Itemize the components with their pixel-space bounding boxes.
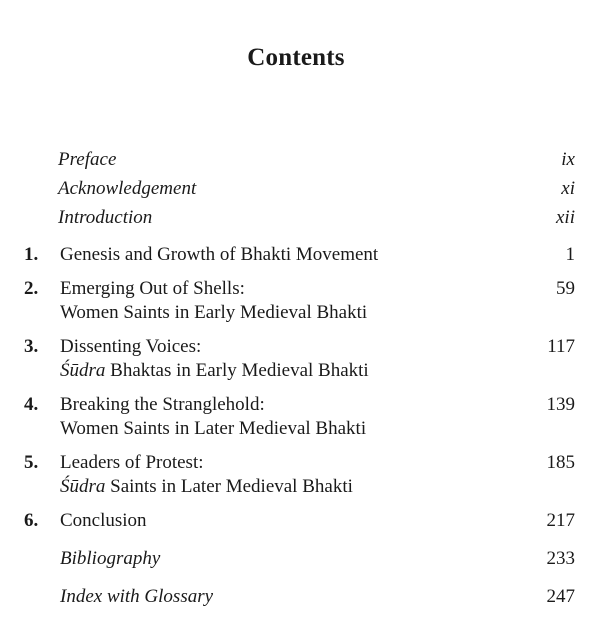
toc-entry-page: xii [556,207,575,228]
chapter-subtitle-rest: Saints in Later Medieval Bhakti [105,476,353,497]
chapter-page: 217 [546,510,575,531]
toc-entry-page: 247 [546,586,575,607]
chapter-subtitle [60,301,500,325]
chapter-subtitle-rest: Women Saints in Early Medieval Bhakti [60,302,368,323]
chapter-title: Emerging Out of Shells: [60,278,245,299]
chapter-number: 1. [24,244,39,265]
chapter-page: 139 [546,394,575,415]
chapter-title-block [60,451,500,499]
chapter-subtitle-lead: Śūdra [60,360,106,381]
chapter-title-block [60,393,500,441]
toc-entry-title: Acknowledgement [58,178,197,199]
page-title: Contents [247,44,345,71]
chapter-subtitle [60,475,500,499]
toc-entry-title: Bibliography [60,548,161,569]
chapter-page: 185 [546,452,575,473]
chapter-number: 4. [24,394,39,415]
chapter-page: 117 [547,336,575,357]
chapter-title-block [60,335,500,383]
toc-entry-title: Index with Glossary [60,586,214,607]
toc-entry-title: Introduction [58,207,153,228]
chapter-number: 5. [24,452,39,473]
chapter-subtitle [60,359,500,383]
toc-entry-page: xi [561,178,575,199]
toc-entry-page: 233 [546,548,575,569]
toc-entry-title: Preface [58,149,117,170]
chapter-subtitle-rest: Women Saints in Later Medieval Bhakti [60,418,367,439]
chapter-number: 6. [24,510,39,531]
toc-entry-page: ix [561,149,575,170]
chapter-page: 1 [565,244,575,265]
chapter-subtitle-lead: Śūdra [60,476,106,497]
chapter-title: Breaking the Stranglehold: [60,394,265,415]
chapter-number: 2. [24,278,39,299]
chapter-number: 3. [24,336,39,357]
chapter-title: Leaders of Protest: [60,452,204,473]
chapter-page: 59 [556,278,575,299]
chapter-subtitle-rest: Bhaktas in Early Medieval Bhakti [105,360,369,381]
chapter-title: Conclusion [60,510,147,531]
chapter-title: Dissenting Voices: [60,336,202,357]
chapter-subtitle [60,417,500,441]
chapter-title: Genesis and Growth of Bhakti Movement [60,244,379,265]
chapter-title-block [60,277,500,325]
